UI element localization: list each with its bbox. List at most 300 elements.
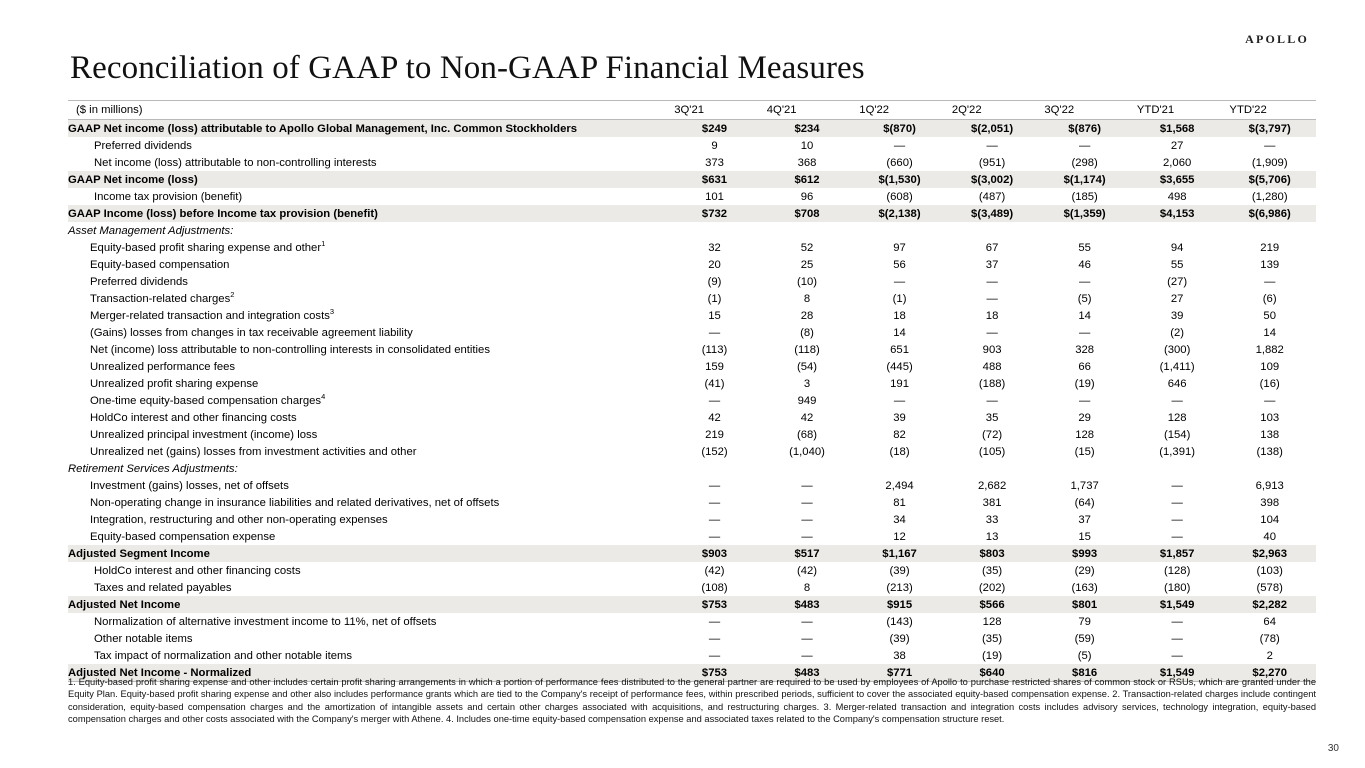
table-cell: — xyxy=(801,649,813,662)
table-cell: 46 xyxy=(1078,258,1091,271)
table-cell: 81 xyxy=(893,496,906,509)
table-cell: 2 xyxy=(1266,649,1273,662)
table-cell: 104 xyxy=(1260,513,1280,526)
table-cell: — xyxy=(801,530,813,543)
table-cell: (180) xyxy=(1163,581,1191,594)
column-header: 4Q'21 xyxy=(761,101,854,120)
table-cell: (213) xyxy=(886,581,913,594)
table-row xyxy=(68,222,1316,239)
row-label: Integration, restructuring and other non-operating expenses xyxy=(90,513,388,526)
table-cell: 15 xyxy=(1078,530,1091,543)
table-cell: 949 xyxy=(797,394,817,407)
table-cell: 67 xyxy=(985,241,999,254)
table-cell: 42 xyxy=(708,411,721,424)
table-cell: — xyxy=(708,649,721,662)
apollo-logo: APOLLO xyxy=(1245,32,1309,46)
table-row xyxy=(68,375,1316,392)
table-cell: $517 xyxy=(761,545,854,562)
table-cell: (5) xyxy=(1077,649,1092,662)
table-cell: 14 xyxy=(1263,326,1276,339)
table-cell: (152) xyxy=(701,445,728,458)
table-cell: $993 xyxy=(1038,545,1131,562)
table-cell: (39) xyxy=(889,564,910,577)
table-cell: (54) xyxy=(796,360,818,373)
table-cell xyxy=(668,460,761,477)
table-cell: 25 xyxy=(800,258,814,271)
table-cell: 52 xyxy=(800,241,814,254)
row-label: GAAP Net income (loss) xyxy=(68,171,668,188)
table-cell: (19) xyxy=(1074,377,1095,390)
table-cell: $816 xyxy=(1038,664,1131,682)
table-cell: — xyxy=(708,326,721,339)
table-cell: — xyxy=(1171,632,1183,645)
table-cell xyxy=(1038,460,1131,477)
table-cell: 97 xyxy=(893,241,906,254)
table-cell: — xyxy=(1171,496,1183,509)
column-header: 3Q'22 xyxy=(1038,101,1131,120)
row-label: Adjusted Net Income xyxy=(68,596,668,613)
column-header: 2Q'22 xyxy=(946,101,1039,120)
table-row xyxy=(68,630,1316,647)
table-cell: 8 xyxy=(803,581,811,594)
table-cell: $566 xyxy=(946,596,1039,613)
table-row xyxy=(68,528,1316,545)
table-row xyxy=(68,273,1316,290)
table-cell: (19) xyxy=(982,649,1003,662)
row-label: Asset Management Adjustments: xyxy=(68,224,234,237)
table-cell: 82 xyxy=(893,428,906,441)
table-cell: (35) xyxy=(982,564,1003,577)
table-cell: $(1,174) xyxy=(1038,171,1131,188)
table-cell: 10 xyxy=(800,139,814,152)
table-cell xyxy=(853,460,946,477)
table-cell: (9) xyxy=(707,275,722,288)
table-cell: $1,549 xyxy=(1131,664,1224,682)
table-cell: 40 xyxy=(1263,530,1276,543)
table-cell: — xyxy=(708,615,721,628)
table-cell: $640 xyxy=(946,664,1039,682)
table-cell xyxy=(946,460,1039,477)
table-cell: 39 xyxy=(1170,309,1184,322)
table-cell: — xyxy=(1171,479,1183,492)
table-cell: — xyxy=(801,615,813,628)
row-label: Investment (gains) losses, net of offsets xyxy=(90,479,289,492)
table-cell: 27 xyxy=(1170,139,1184,152)
table-cell: (1,411) xyxy=(1159,360,1195,373)
table-cell: (5) xyxy=(1077,292,1092,305)
table-cell: $732 xyxy=(668,205,761,222)
table-cell: 1,737 xyxy=(1070,479,1099,492)
table-cell: (8) xyxy=(800,326,814,339)
table-cell xyxy=(1131,460,1224,477)
table-cell: 20 xyxy=(708,258,721,271)
units-label: ($ in millions) xyxy=(68,101,668,120)
table-row xyxy=(68,239,1316,256)
row-label: Preferred dividends xyxy=(90,275,188,288)
table-cell: $4,153 xyxy=(1131,205,1224,222)
table-cell: 55 xyxy=(1078,241,1091,254)
table-cell: (35) xyxy=(982,632,1003,645)
footnote-marker: 4 xyxy=(321,391,326,401)
table-cell: $903 xyxy=(668,545,761,562)
table-cell: $(870) xyxy=(853,120,946,138)
table-cell: (1) xyxy=(892,292,907,305)
table-cell: 96 xyxy=(800,190,814,203)
table-cell: (1,040) xyxy=(789,445,825,458)
table-body xyxy=(68,101,1316,682)
table-cell: 381 xyxy=(982,496,1002,509)
table-cell: 128 xyxy=(1075,428,1095,441)
table-row xyxy=(68,409,1316,426)
table-cell: 37 xyxy=(985,258,999,271)
table-cell: — xyxy=(986,292,998,305)
table-cell: $2,270 xyxy=(1223,664,1316,682)
table-cell: (298) xyxy=(1071,156,1098,169)
page-title: Reconciliation of GAAP to Non-GAAP Financial Measures xyxy=(70,50,865,86)
row-label: HoldCo interest and other financing costs xyxy=(90,411,297,424)
table-cell: $801 xyxy=(1038,596,1131,613)
table-row xyxy=(68,205,1316,222)
row-label: Merger-related transaction and integration costs$^3$ xyxy=(90,306,335,322)
table-cell: (951) xyxy=(978,156,1006,169)
column-header: 1Q'22 xyxy=(853,101,946,120)
table-cell: — xyxy=(1171,530,1183,543)
row-label: Equity-based compensation xyxy=(90,258,230,271)
table-cell: — xyxy=(1264,394,1276,407)
table-cell: (185) xyxy=(1071,190,1098,203)
table-cell: $708 xyxy=(761,205,854,222)
table-cell: (1) xyxy=(707,292,722,305)
table-cell: (27) xyxy=(1167,275,1188,288)
table-row xyxy=(68,154,1316,171)
table-cell xyxy=(761,460,854,477)
table-cell: 219 xyxy=(1260,241,1280,254)
table-cell: 903 xyxy=(982,343,1002,356)
table-cell xyxy=(1223,222,1316,239)
table-cell: $753 xyxy=(668,596,761,613)
table-cell: 50 xyxy=(1263,309,1276,322)
table-cell: 139 xyxy=(1260,258,1280,271)
table-cell: 14 xyxy=(1078,309,1091,322)
table-cell: (143) xyxy=(886,615,913,628)
table-cell: 28 xyxy=(800,309,814,322)
table-cell: 9 xyxy=(711,139,718,152)
footnote-marker: 2 xyxy=(230,289,235,299)
table-cell: — xyxy=(1171,513,1183,526)
table-cell: 159 xyxy=(705,360,724,373)
column-header: YTD'21 xyxy=(1131,101,1224,120)
table-cell xyxy=(946,222,1039,239)
table-cell: 39 xyxy=(893,411,906,424)
table-cell: $(2,051) xyxy=(946,120,1039,138)
table-row xyxy=(68,511,1316,528)
table-cell xyxy=(761,222,854,239)
row-label: Normalization of alternative investment income to 11%, net of offsets xyxy=(94,615,437,628)
table-cell: (64) xyxy=(1074,496,1095,509)
table-cell: 15 xyxy=(708,309,721,322)
table-cell: 2,060 xyxy=(1163,156,1192,169)
table-cell: — xyxy=(801,496,813,509)
table-cell: 37 xyxy=(1078,513,1091,526)
table-cell: — xyxy=(893,139,906,152)
row-label: Unrealized net (gains) losses from investment activities and other xyxy=(90,445,417,458)
table-cell: $771 xyxy=(853,664,946,682)
reconciliation-table xyxy=(68,100,1316,682)
table-cell: 398 xyxy=(1260,496,1280,509)
table-cell: (1,280) xyxy=(1251,190,1288,203)
table-cell: — xyxy=(1078,139,1091,152)
table-row xyxy=(68,562,1316,579)
table-cell: 368 xyxy=(797,156,817,169)
row-label: HoldCo interest and other financing costs xyxy=(94,564,301,577)
table-cell: — xyxy=(1078,275,1091,288)
table-cell: — xyxy=(986,326,998,339)
table-cell: 27 xyxy=(1170,292,1184,305)
table-cell: 2,682 xyxy=(977,479,1007,492)
table-cell: 35 xyxy=(985,411,999,424)
table-cell: (660) xyxy=(886,156,913,169)
table-cell: — xyxy=(708,479,721,492)
table-cell: — xyxy=(893,275,906,288)
table-cell: — xyxy=(1264,275,1276,288)
table-cell: 6,913 xyxy=(1255,479,1284,492)
table-cell: 66 xyxy=(1078,360,1091,373)
table-cell: — xyxy=(708,632,721,645)
table-cell: (39) xyxy=(889,632,910,645)
table-cell: 128 xyxy=(982,615,1002,628)
table-cell: 56 xyxy=(893,258,906,271)
table-cell: 32 xyxy=(708,241,721,254)
table-row xyxy=(68,579,1316,596)
table-cell: — xyxy=(1264,139,1276,152)
table-cell: 29 xyxy=(1078,411,1091,424)
table-header-row xyxy=(68,101,1316,120)
table-cell: (1,909) xyxy=(1251,156,1288,169)
table-cell: (78) xyxy=(1259,632,1280,645)
column-header: YTD'22 xyxy=(1223,101,1316,120)
table-cell: (108) xyxy=(701,581,728,594)
row-label: Taxes and related payables xyxy=(94,581,232,594)
table-cell: 651 xyxy=(890,343,909,356)
row-label: Transaction-related charges$^2$ xyxy=(90,289,235,305)
table-cell: 38 xyxy=(893,649,906,662)
footnotes: 1. Equity-based profit sharing expense and other includes certain profit sharing arrangements in which a portion of performance fees distributed to the general partner are required to be used by employees of Apollo to purchase restricted shares of common stock or RSUs, which are granted under the Equity Plan. Equity-based profit sharing expense and other also includes performance grants which are tied to the Company's receipt of performance fees, within prescribed periods, sufficient to cover the associated equity-based compensation expense. 2. Transaction-related charges include contingent consideration, equity-based compensation charges and the amortization of intangible assets and certain other charges associated with acquisitions, and restructuring charges. 3. Merger-related transaction and integration costs includes advisory services, technology integration, equity-based compensation charges and other costs associated with the Company's merger with Athene. 4. Includes one-time equity-based compensation expense and associated taxes related to the Company's compensation structure reset. xyxy=(68,677,1316,724)
row-label: Unrealized profit sharing expense xyxy=(90,377,259,390)
table-cell: $249 xyxy=(668,120,761,138)
table-row xyxy=(68,171,1316,188)
table-cell: (42) xyxy=(796,564,818,577)
table-cell: (18) xyxy=(889,445,910,458)
table-row xyxy=(68,290,1316,307)
table-cell: — xyxy=(986,275,998,288)
table-cell: (42) xyxy=(704,564,725,577)
table-cell: $1,568 xyxy=(1131,120,1224,138)
table-cell: $(5,706) xyxy=(1223,171,1316,188)
table-row xyxy=(68,545,1316,562)
table-row xyxy=(68,120,1316,138)
table-row xyxy=(68,477,1316,494)
row-label: Non-operating change in insurance liabilities and related derivatives, net of offsets xyxy=(90,496,500,509)
table-cell: 101 xyxy=(705,190,724,203)
table-cell xyxy=(853,222,946,239)
table-cell: — xyxy=(1171,649,1183,662)
table-cell: (68) xyxy=(796,428,818,441)
footnote-marker: 1 xyxy=(321,238,326,248)
table-cell: (578) xyxy=(1256,581,1283,594)
table-cell: — xyxy=(708,530,721,543)
row-label: Equity-based profit sharing expense and other$^1$ xyxy=(90,238,326,254)
table-cell: (128) xyxy=(1163,564,1191,577)
table-cell: 109 xyxy=(1260,360,1280,373)
table-row xyxy=(68,426,1316,443)
table-cell: (1,391) xyxy=(1159,445,1196,458)
table-cell: $803 xyxy=(946,545,1039,562)
table-cell: — xyxy=(801,513,813,526)
row-label: GAAP Net income (loss) attributable to Apollo Global Management, Inc. Common Stockholders xyxy=(68,120,668,138)
table-cell: — xyxy=(801,632,813,645)
table-row xyxy=(68,307,1316,324)
table-cell: 79 xyxy=(1078,615,1091,628)
table-row xyxy=(68,443,1316,460)
table-cell: (113) xyxy=(701,343,728,356)
table-cell: $(3,489) xyxy=(946,205,1039,222)
table-cell: — xyxy=(708,394,721,407)
table-cell: — xyxy=(1078,394,1091,407)
row-label: Equity-based compensation expense xyxy=(90,530,276,543)
table-cell: (445) xyxy=(886,360,913,373)
row-label: Preferred dividends xyxy=(94,139,192,152)
table-cell: $(3,797) xyxy=(1223,120,1316,138)
table-cell: $2,282 xyxy=(1223,596,1316,613)
table-cell: (154) xyxy=(1163,428,1191,441)
table-cell: 219 xyxy=(705,428,724,441)
table-cell: 373 xyxy=(705,156,724,169)
table-cell: 13 xyxy=(985,530,999,543)
row-label: GAAP Income (loss) before Income tax provision (benefit) xyxy=(68,205,668,222)
table-cell: 103 xyxy=(1260,411,1280,424)
table-cell: 3 xyxy=(803,377,811,390)
table-cell: 2,494 xyxy=(885,479,914,492)
table-cell: 18 xyxy=(893,309,906,322)
page-number: 30 xyxy=(1327,743,1339,754)
table-row xyxy=(68,392,1316,409)
table-cell: — xyxy=(1171,394,1183,407)
table-cell: $(2,138) xyxy=(853,205,946,222)
table-cell: $3,655 xyxy=(1131,171,1224,188)
table-cell: (487) xyxy=(978,190,1006,203)
table-cell: $(1,359) xyxy=(1038,205,1131,222)
row-label: Income tax provision (benefit) xyxy=(94,190,243,203)
table-cell: $(3,002) xyxy=(946,171,1039,188)
table-cell: $483 xyxy=(761,596,854,613)
table-cell: (118) xyxy=(794,343,820,356)
table-cell xyxy=(668,222,761,239)
table-cell: (103) xyxy=(1256,564,1283,577)
table-row xyxy=(68,494,1316,511)
table-cell: $1,857 xyxy=(1131,545,1224,562)
table-row xyxy=(68,324,1316,341)
table-cell: (163) xyxy=(1071,581,1098,594)
table-row xyxy=(68,358,1316,375)
table-cell: — xyxy=(801,479,813,492)
table-cell: $(6,986) xyxy=(1223,205,1316,222)
row-label: Other notable items xyxy=(94,632,193,645)
table-cell: $234 xyxy=(761,120,854,138)
table-cell: (10) xyxy=(796,275,818,288)
table-cell: (188) xyxy=(978,377,1006,390)
table-cell: 488 xyxy=(982,360,1002,373)
row-label: Net (income) loss attributable to non-controlling interests in consolidated entities xyxy=(90,343,490,356)
table-cell: (6) xyxy=(1262,292,1277,305)
table-cell: (59) xyxy=(1074,632,1095,645)
column-header: 3Q'21 xyxy=(668,101,761,120)
row-label: Retirement Services Adjustments: xyxy=(68,462,238,475)
table-cell: 34 xyxy=(893,513,906,526)
table-cell: 498 xyxy=(1167,190,1187,203)
table-cell: — xyxy=(708,513,721,526)
table-cell xyxy=(1131,222,1224,239)
table-cell: $631 xyxy=(668,171,761,188)
table-cell: $1,549 xyxy=(1131,596,1224,613)
table-row xyxy=(68,596,1316,613)
table-cell: (202) xyxy=(978,581,1006,594)
row-label: Net income (loss) attributable to non-controlling interests xyxy=(94,156,377,169)
table-row xyxy=(68,256,1316,273)
table-cell: $1,167 xyxy=(853,545,946,562)
row-label: Adjusted Net Income - Normalized xyxy=(68,664,668,682)
table-cell: $753 xyxy=(668,664,761,682)
table-cell: — xyxy=(986,394,998,407)
table-cell xyxy=(1038,222,1131,239)
table-row xyxy=(68,137,1316,154)
table-cell: (41) xyxy=(704,377,725,390)
table-cell: 128 xyxy=(1167,411,1187,424)
table-cell: — xyxy=(1171,615,1183,628)
table-cell: (608) xyxy=(886,190,913,203)
table-cell: 33 xyxy=(985,513,999,526)
table-cell: $612 xyxy=(761,171,854,188)
row-label: Tax impact of normalization and other notable items xyxy=(94,649,353,662)
table-cell: — xyxy=(893,394,906,407)
table-cell: 94 xyxy=(1170,241,1184,254)
table-cell: (300) xyxy=(1163,343,1191,356)
table-cell: 18 xyxy=(985,309,999,322)
table-row xyxy=(68,341,1316,358)
table-cell: 646 xyxy=(1167,377,1187,390)
table-cell: — xyxy=(708,496,721,509)
table-cell: (72) xyxy=(982,428,1003,441)
row-label: One-time equity-based compensation charges$^4$ xyxy=(90,391,326,407)
table-cell: 8 xyxy=(803,292,811,305)
table-cell: 328 xyxy=(1075,343,1095,356)
row-label: Unrealized principal investment (income) loss xyxy=(90,428,318,441)
table-cell: 55 xyxy=(1170,258,1184,271)
table-cell: 42 xyxy=(800,411,814,424)
table-cell: 191 xyxy=(890,377,909,390)
table-cell: (105) xyxy=(978,445,1006,458)
table-row xyxy=(68,647,1316,664)
table-cell: (16) xyxy=(1259,377,1280,390)
table-cell: (138) xyxy=(1256,445,1283,458)
table-cell: (2) xyxy=(1170,326,1185,339)
table-cell: 14 xyxy=(893,326,906,339)
row-label: Adjusted Segment Income xyxy=(68,545,668,562)
table-row xyxy=(68,188,1316,205)
table-cell: 12 xyxy=(893,530,906,543)
table-cell: 138 xyxy=(1260,428,1280,441)
table-cell: 1,882 xyxy=(1255,343,1284,356)
table-cell: (29) xyxy=(1074,564,1095,577)
